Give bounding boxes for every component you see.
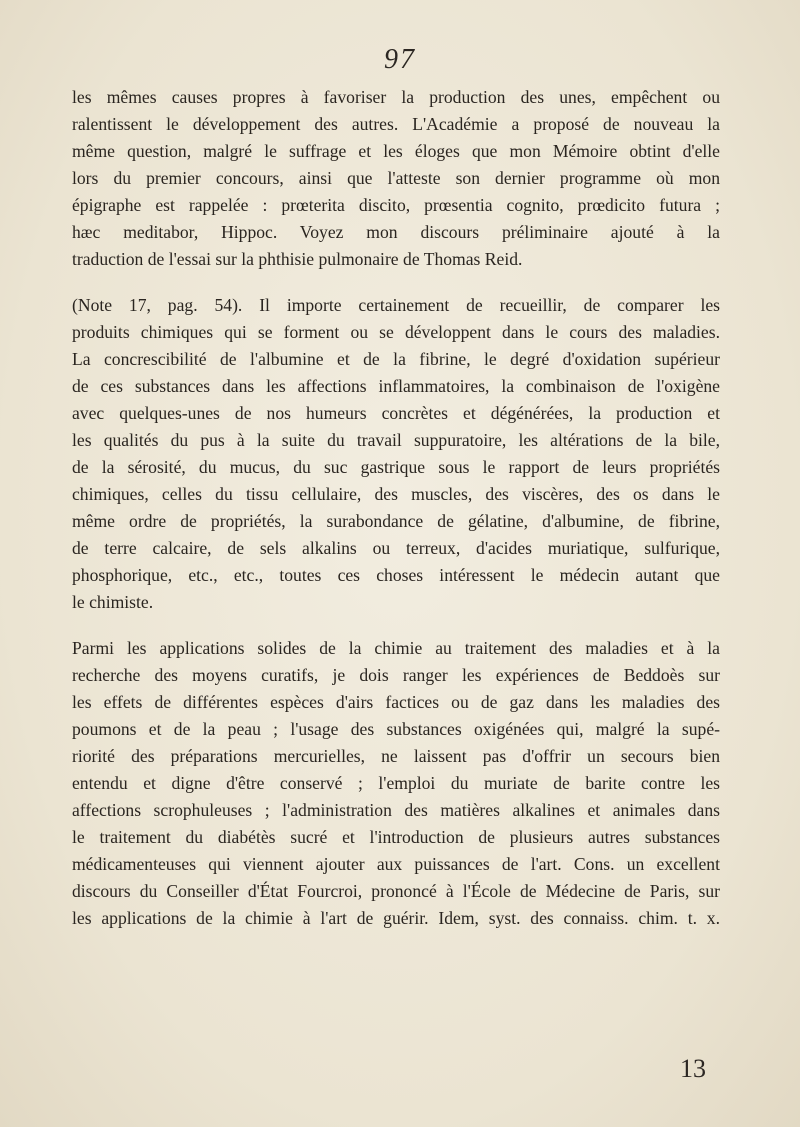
- text-line: chimiques, celles du tissu cellulaire, des muscles, des viscères, des os dans le: [72, 484, 720, 504]
- body-text: [72, 84, 720, 932]
- paragraph-3: [72, 635, 720, 932]
- text-line: produits chimiques qui se forment ou se développent dans le cours des maladies.: [72, 322, 720, 342]
- text-line: discours du Conseiller d'État Fourcroi, prononcé à l'École de Médecine de Paris, sur: [72, 881, 720, 901]
- text-line: phosphorique, etc., etc., toutes ces choses intéressent le médecin autant que: [72, 565, 720, 585]
- text-line: de terre calcaire, de sels alkalins ou terreux, d'acides muriatique, sulfurique,: [72, 538, 720, 558]
- text-line: lors du premier concours, ainsi que l'atteste son dernier programme où mon: [72, 168, 720, 188]
- text-line: La concrescibilité de l'albumine et de la fibrine, le degré d'oxidation supérieur: [72, 349, 720, 369]
- page-number: 97: [384, 44, 416, 75]
- text-line: épigraphe est rappelée : prœterita discito, prœsentia cognito, prœdicito futura ;: [72, 195, 720, 215]
- text-line: les mêmes causes propres à favoriser la production des unes, empêchent ou: [72, 87, 720, 107]
- text-line: même ordre de propriétés, la surabondance de gélatine, d'albumine, de fibrine,: [72, 511, 720, 531]
- text-line: Parmi les applications solides de la chimie au traitement des maladies et à la: [72, 638, 720, 658]
- text-line: même question, malgré le suffrage et les éloges que mon Mémoire obtint d'elle: [72, 141, 720, 161]
- text-line: entendu et digne d'être conservé ; l'emploi du muriate de barite contre les: [72, 773, 720, 793]
- text-line: médicamenteuses qui viennent ajouter aux puissances de l'art. Cons. un excellent: [72, 854, 720, 874]
- text-line: (Note 17, pag. 54). Il importe certainement de recueillir, de comparer les: [72, 295, 720, 315]
- text-line: affections scrophuleuses ; l'administration des matières alkalines et animales dans: [72, 800, 720, 820]
- text-line: hæc meditabor, Hippoc. Voyez mon discours préliminaire ajouté à la: [72, 222, 720, 242]
- text-line: recherche des moyens curatifs, je dois ranger les expériences de Beddoès sur: [72, 665, 720, 685]
- text-line: avec quelques-unes de nos humeurs concrètes et dégénérées, la production et: [72, 403, 720, 423]
- text-line: les qualités du pus à la suite du travail suppuratoire, les altérations de la bile,: [72, 430, 720, 450]
- text-line: le chimiste.: [72, 592, 154, 612]
- text-line: riorité des préparations mercurielles, ne laissent pas d'offrir un secours bien: [72, 746, 720, 766]
- text-line: les applications de la chimie à l'art de guérir. Idem, syst. des connaiss. chim. t. x.: [72, 908, 720, 928]
- signature-mark: 13: [680, 1054, 706, 1083]
- text-line: de ces substances dans les affections inflammatoires, la combinaison de l'oxigène: [72, 376, 720, 396]
- paragraph-2: [72, 292, 720, 616]
- text-line: les effets de différentes espèces d'airs factices ou de gaz dans les maladies des: [72, 692, 720, 712]
- paragraph-1: [72, 84, 720, 273]
- text-line: poumons et de la peau ; l'usage des substances oxigénées qui, malgré la supé-: [72, 719, 720, 739]
- text-line: ralentissent le développement des autres. L'Académie a proposé de nouveau la: [72, 114, 720, 134]
- text-line: de la sérosité, du mucus, du suc gastrique sous le rapport de leurs propriétés: [72, 457, 720, 477]
- text-line: traduction de l'essai sur la phthisie pulmonaire de Thomas Reid.: [72, 249, 523, 269]
- text-line: le traitement du diabétès sucré et l'introduction de plusieurs autres substances: [72, 827, 720, 847]
